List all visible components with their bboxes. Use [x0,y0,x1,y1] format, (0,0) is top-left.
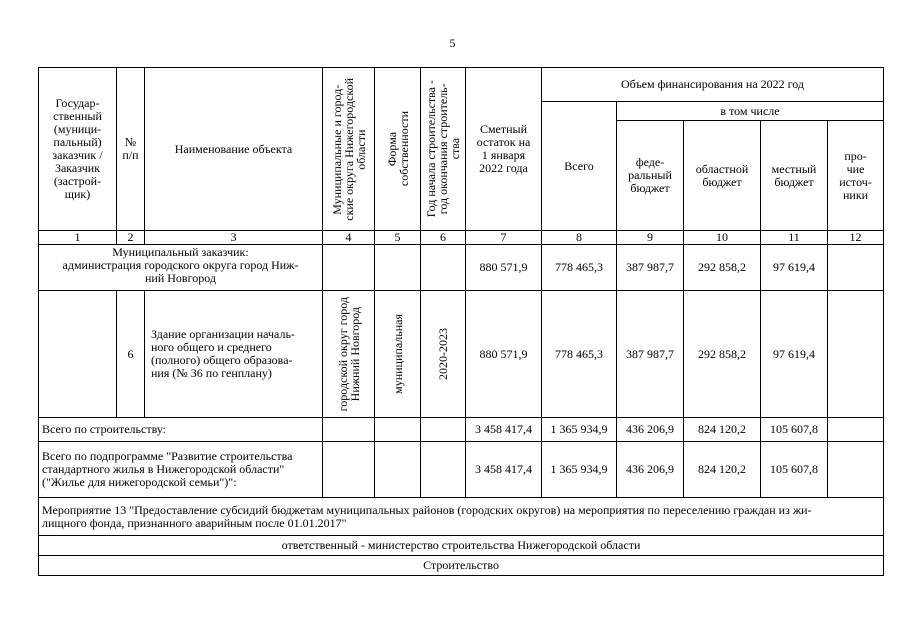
column-index: 9 [617,231,684,245]
header-other: про- чие источ- ники [828,121,884,231]
total-subprogram-local: 105 607,8 [761,442,828,498]
total-subprogram-other [828,442,884,498]
cell-empty [421,245,466,291]
measure-row [39,498,884,536]
customer-label: Муниципальный заказчик: администрация городского округа город Ниж- ний Новгород [39,245,323,291]
column-index: 12 [828,231,884,245]
cell-empty [39,291,117,418]
cell-empty [375,418,421,442]
column-index: 7 [466,231,542,245]
section-title: Строительство [39,556,884,576]
column-index: 2 [117,231,145,245]
object-total: 778 465,3 [542,291,617,418]
header-total: Всего [542,102,617,231]
customer-other [828,245,884,291]
column-index: 6 [421,231,466,245]
column-index: 3 [145,231,323,245]
column-index: 4 [323,231,375,245]
total-subprogram-federal: 436 206,9 [617,442,684,498]
header-estimate: Сметный остаток на 1 января 2022 года [466,68,542,231]
cell-empty [421,442,466,498]
column-index: 11 [761,231,828,245]
header-ownership: Форма собственности [375,68,421,231]
header-years: Год начала строительства - год окончания строитель- ства [421,68,466,231]
header-number: № п/п [117,68,145,231]
customer-estimate: 880 571,9 [466,245,542,291]
object-estimate: 880 571,9 [466,291,542,418]
header-federal: феде- ральный бюджет [617,121,684,231]
header-local: местный бюджет [761,121,828,231]
object-years: 2020-2023 [421,291,466,418]
header-financing: Объем финансирования на 2022 год [542,68,884,102]
cell-empty [323,245,375,291]
cell-empty [323,442,375,498]
cell-empty [323,418,375,442]
total-construction-federal: 436 206,9 [617,418,684,442]
column-index-row [39,231,884,245]
header-customer: Государ- ственный (муници- пальный) заказчик / Заказчик (застрой- щик) [39,68,117,231]
total-construction-estimate: 3 458 417,4 [466,418,542,442]
total-subprogram-label: Всего по подпрограмме "Развитие строительства стандартного жилья в Нижегородской области" ("Жилье для нижегородской семьи")": [39,442,323,498]
header-object-name: Наименование объекта [145,68,323,231]
object-regional: 292 858,2 [684,291,761,418]
object-local: 97 619,4 [761,291,828,418]
column-index: 5 [375,231,421,245]
cell-empty [375,245,421,291]
column-index: 8 [542,231,617,245]
object-number: 6 [117,291,145,418]
object-other [828,291,884,418]
section-row [39,556,884,576]
cell-empty [421,418,466,442]
object-row [39,291,884,418]
object-federal: 387 987,7 [617,291,684,418]
total-subprogram-estimate: 3 458 417,4 [466,442,542,498]
measure-text: Мероприятие 13 "Предоставление субсидий бюджетам муниципальных районов (городских округов) на мероприятия по переселению граждан из жи- лищного фонда, признанного аварийным после 01.01.2017" [39,498,884,536]
page-number: 5 [449,36,456,50]
header-including: в том числе [617,102,884,121]
object-name: Здание организации началь- ного общего и среднего (полного) общего образова- ния (№ 36 по генплану) [145,291,323,418]
total-subprogram-regional: 824 120,2 [684,442,761,498]
header-regional: областной бюджет [684,121,761,231]
cell-empty [375,442,421,498]
total-subprogram-total: 1 365 934,9 [542,442,617,498]
total-subprogram-row [39,442,884,498]
column-index: 1 [39,231,117,245]
total-construction-other [828,418,884,442]
customer-total: 778 465,3 [542,245,617,291]
column-index: 10 [684,231,761,245]
total-construction-total: 1 365 934,9 [542,418,617,442]
object-ownership: муниципальная [375,291,421,418]
total-construction-label: Всего по строительству: [39,418,323,442]
total-construction-row [39,418,884,442]
responsible-row [39,536,884,556]
customer-federal: 387 987,7 [617,245,684,291]
customer-row [39,245,884,291]
customer-local: 97 619,4 [761,245,828,291]
customer-regional: 292 858,2 [684,245,761,291]
responsible-text: ответственный - министерство строительства Нижегородской области [39,536,884,556]
total-construction-local: 105 607,8 [761,418,828,442]
header-municipalities: Муниципальные и город- ские округа Нижегородской области [323,68,375,231]
object-municipality: городской округ город Нижний Новгород [323,291,375,418]
total-construction-regional: 824 120,2 [684,418,761,442]
financing-table [38,67,884,576]
